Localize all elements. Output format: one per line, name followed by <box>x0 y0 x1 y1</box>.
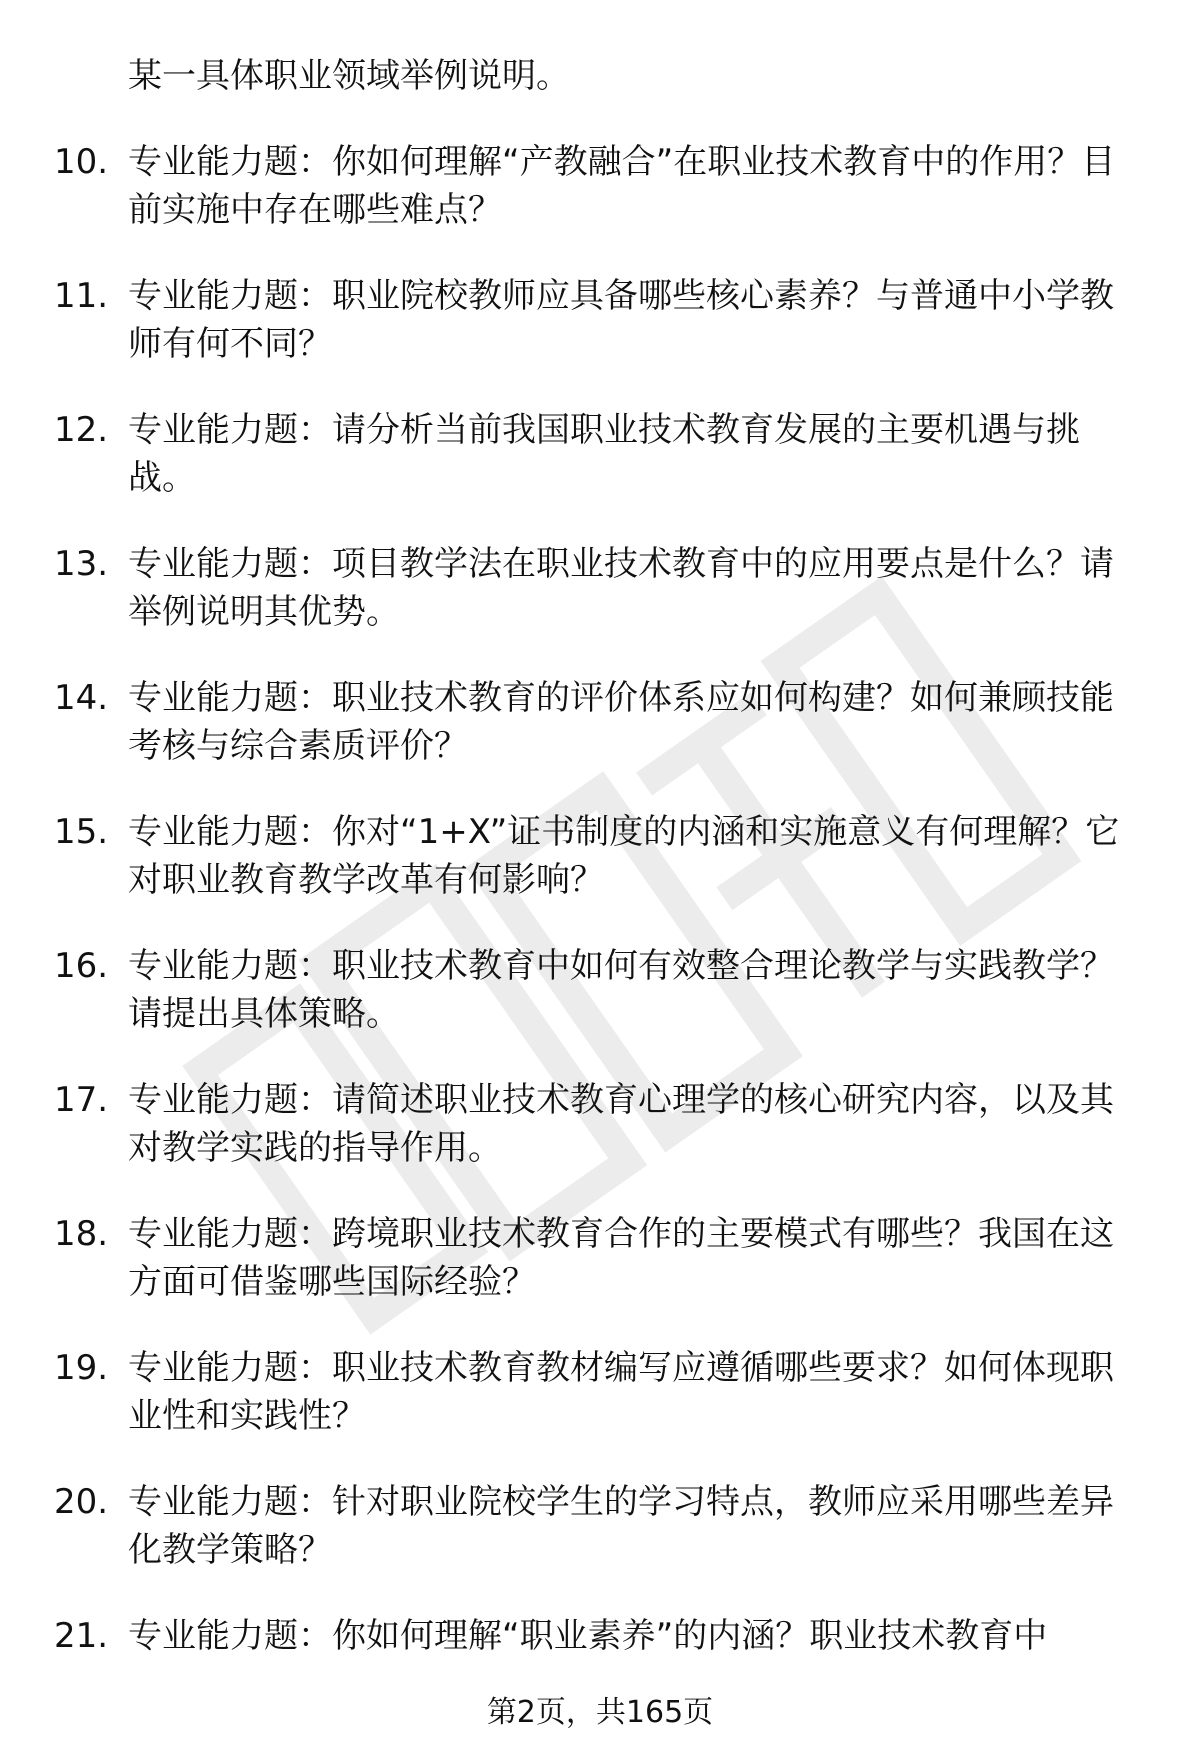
item-number: 19. <box>54 1348 109 1388</box>
item-number: 21. <box>54 1616 109 1656</box>
list-item <box>0 1210 1200 1306</box>
item-number: 20. <box>54 1482 109 1522</box>
page-footer: 第2页，共165页 <box>486 1695 714 1730</box>
list-item <box>0 808 1200 904</box>
item-text: 专业能力题：请分析当前我国职业技术教育发展的主要机遇与挑战。 <box>128 410 1080 498</box>
item-number: 14. <box>54 678 109 718</box>
item-text: 专业能力题：职业技术教育中如何有效整合理论教学与实践教学？请提出具体策略。 <box>128 946 1114 1034</box>
list-item <box>0 1344 1200 1440</box>
item-text: 专业能力题：你如何理解“产教融合”在职业技术教育中的作用？目前实施中存在哪些难点？ <box>128 142 1116 230</box>
item-text: 专业能力题：职业技术教育教材编写应遵循哪些要求？如何体现职业性和实践性？ <box>128 1348 1114 1436</box>
item-text: 专业能力题：项目教学法在职业技术教育中的应用要点是什么？请举例说明其优势。 <box>128 544 1114 632</box>
list-item <box>0 272 1200 368</box>
list-item <box>0 540 1200 636</box>
item-text: 专业能力题：你对“1+X”证书制度的内涵和实施意义有何理解？它对职业教育教学改革有何影响？ <box>128 812 1120 900</box>
item-number: 10. <box>54 142 109 182</box>
item-number: 11. <box>54 276 109 316</box>
item-text: 专业能力题：请简述职业技术教育心理学的核心研究内容，以及其对教学实践的指导作用。 <box>128 1080 1114 1168</box>
item-text: 专业能力题：职业技术教育的评价体系应如何构建？如何兼顾技能考核与综合素质评价？ <box>128 678 1114 766</box>
item-text: 专业能力题：跨境职业技术教育合作的主要模式有哪些？我国在这方面可借鉴哪些国际经验？ <box>128 1214 1114 1302</box>
item-number: 16. <box>54 946 109 986</box>
continuation-line: 某一具体职业领域举例说明。 <box>128 56 570 96</box>
list-item <box>0 1478 1200 1574</box>
item-text: 专业能力题：针对职业院校学生的学习特点，教师应采用哪些差异化教学策略？ <box>128 1482 1114 1570</box>
item-number: 18. <box>54 1214 109 1254</box>
item-text: 专业能力题：你如何理解“职业素养”的内涵？职业技术教育中 <box>128 1616 1048 1656</box>
item-text: 专业能力题：职业院校教师应具备哪些核心素养？与普通中小学教师有何不同？ <box>128 276 1114 364</box>
list-item <box>0 406 1200 502</box>
item-number: 12. <box>54 410 109 450</box>
item-number: 17. <box>54 1080 109 1120</box>
list-item <box>0 674 1200 770</box>
list-item <box>0 942 1200 1038</box>
list-item <box>0 1612 1200 1660</box>
item-number: 15. <box>54 812 109 852</box>
list-item <box>0 138 1200 234</box>
question-list <box>0 52 1200 1698</box>
item-number: 13. <box>54 544 109 584</box>
list-item <box>0 1076 1200 1172</box>
